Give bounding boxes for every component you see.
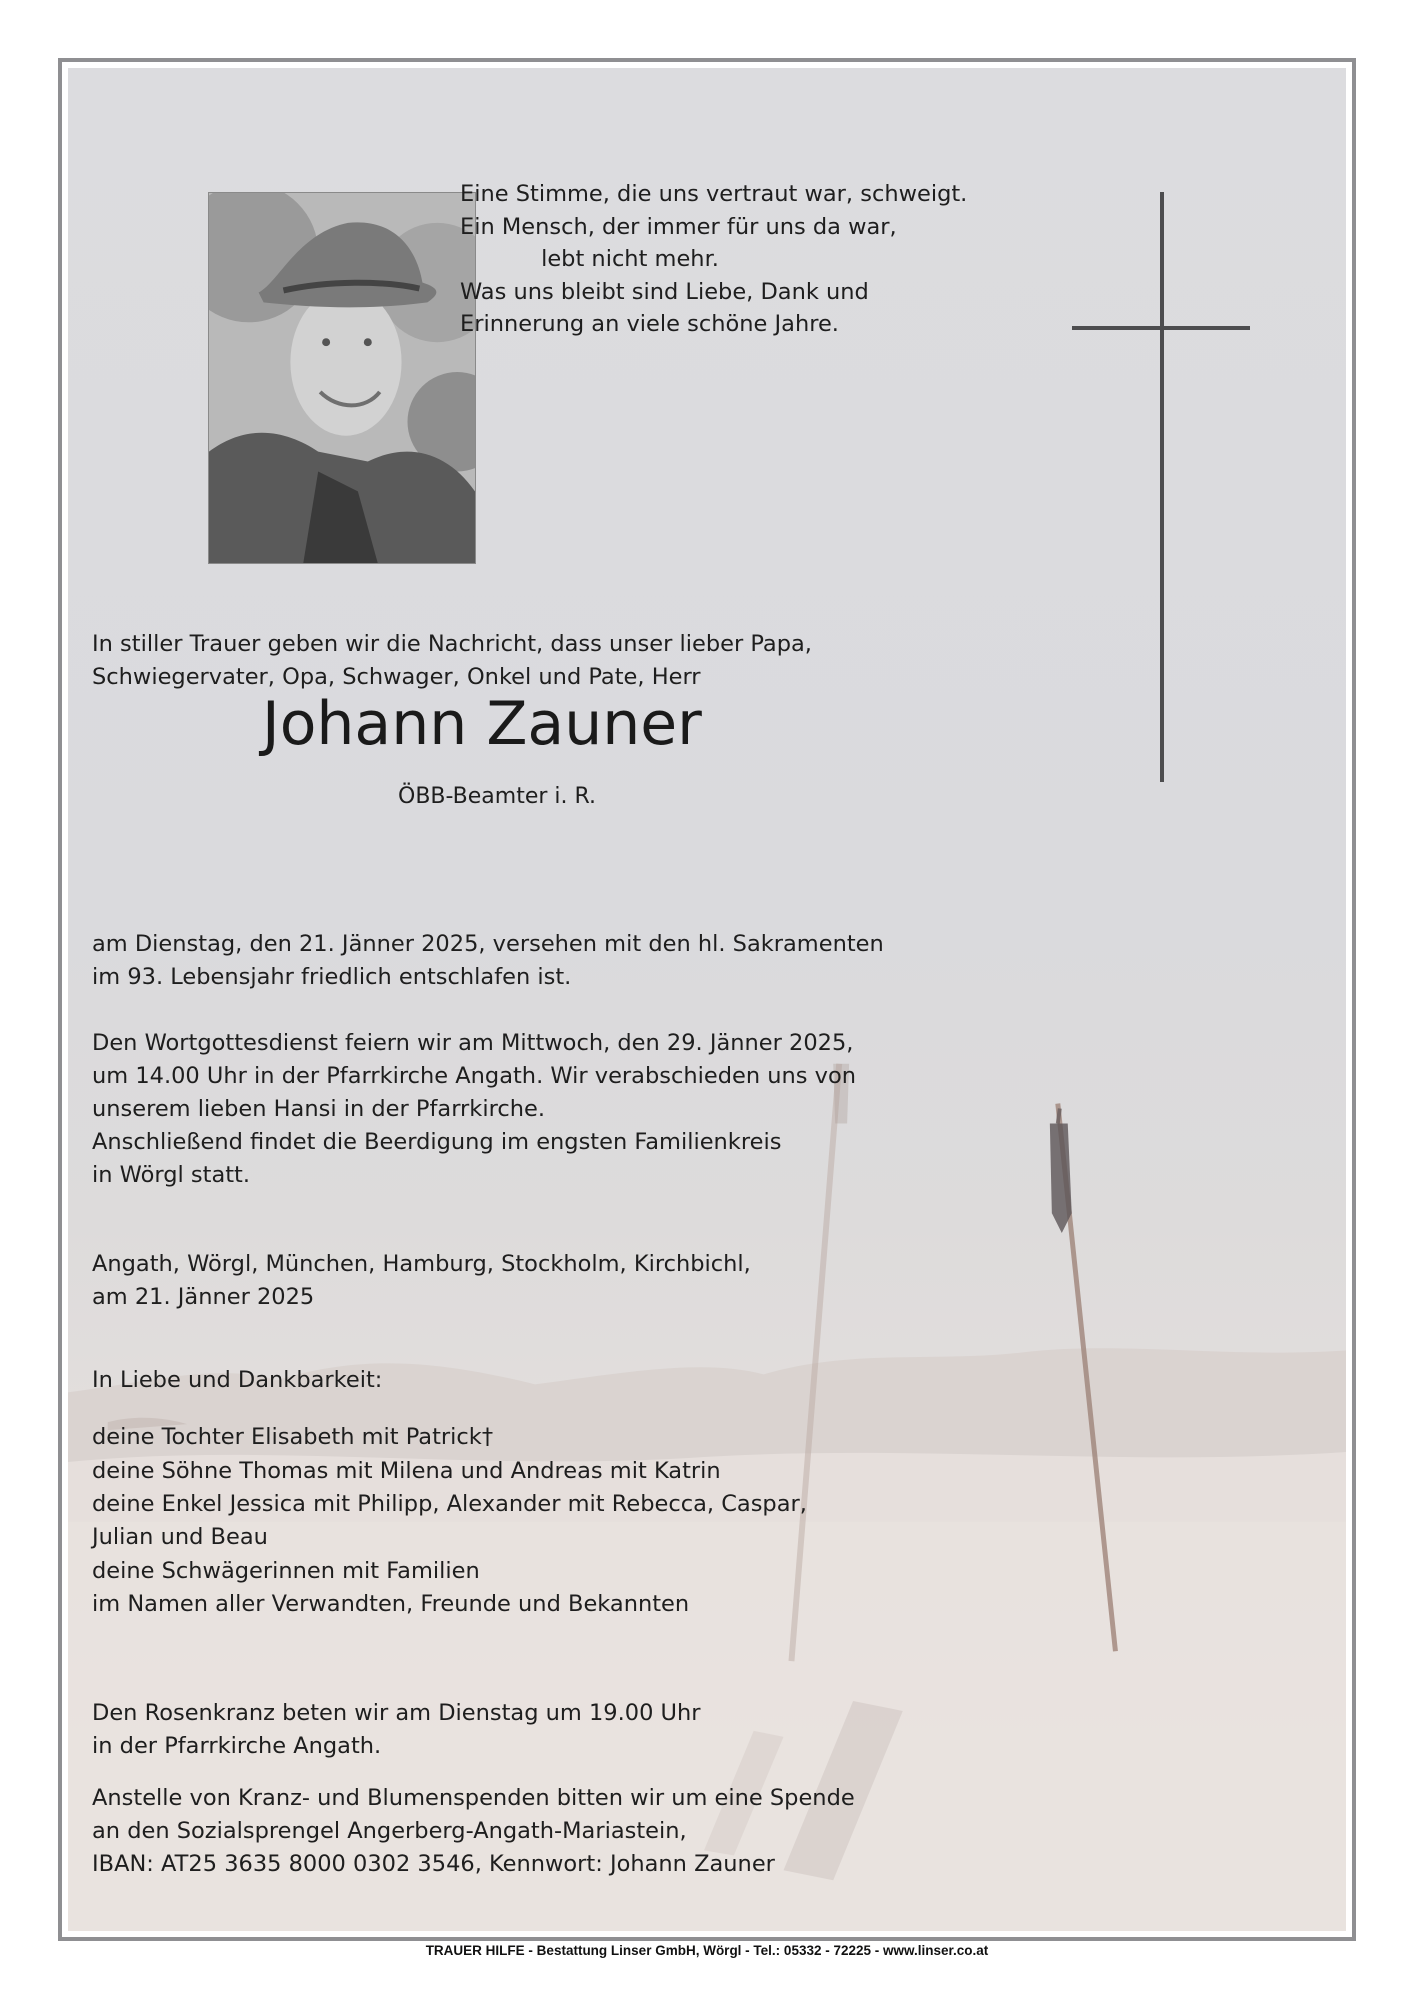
donation-line: Anstelle von Kranz- und Blumenspenden bitten wir um eine Spende: [92, 1785, 855, 1811]
donation-line: an den Sozialsprengel Angerberg-Angath-Mariastein,: [92, 1818, 687, 1844]
intro-line: In stiller Trauer geben wir die Nachricht, dass unser lieber Papa,: [92, 631, 812, 657]
donation-line: IBAN: AT25 3635 8000 0302 3546, Kennwort: Johann Zauner: [92, 1851, 775, 1877]
service-line: Den Wortgottesdienst feiern wir am Mittwoch, den 29. Jänner 2025,: [92, 1030, 854, 1056]
poem-line: lebt nicht mehr.: [541, 246, 719, 272]
poem-line: Erinnerung an viele schöne Jahre.: [460, 311, 839, 337]
footer-imprint: TRAUER HILFE - Bestattung Linser GmbH, Wörgl - Tel.: 05332 - 72225 - www.linser.co.at: [425, 1943, 989, 1958]
service-line: in Wörgl statt.: [92, 1162, 251, 1188]
mourners-heading: In Liebe und Dankbarkeit:: [92, 1367, 383, 1393]
portrait-photo: [208, 192, 476, 564]
memorial-poem: [460, 178, 968, 341]
mourner-line: im Namen aller Verwandten, Freunde und Bekannten: [92, 1591, 690, 1617]
service-line: um 14.00 Uhr in der Pfarrkirche Angath. Wir verabschieden uns von: [92, 1063, 856, 1089]
deceased-title: ÖBB-Beamter i. R.: [398, 784, 596, 809]
mourner-line: deine Söhne Thomas mit Milena und Andreas mit Katrin: [92, 1458, 721, 1484]
mourner-line: deine Tochter Elisabeth mit Patrick†: [92, 1424, 494, 1450]
service-line: Anschließend findet die Beerdigung im engsten Familienkreis: [92, 1129, 782, 1155]
deceased-name: Johann Zauner: [262, 689, 702, 759]
rosary-line: Den Rosenkranz beten wir am Dienstag um 19.00 Uhr: [92, 1700, 701, 1726]
mourner-line: deine Enkel Jessica mit Philipp, Alexander mit Rebecca, Caspar,: [92, 1491, 807, 1517]
rosary-line: in der Pfarrkirche Angath.: [92, 1733, 382, 1759]
death-notice-line: am Dienstag, den 21. Jänner 2025, versehen mit den hl. Sakramenten: [92, 931, 884, 957]
mourner-line: Julian und Beau: [92, 1524, 268, 1550]
death-notice-line: im 93. Lebensjahr friedlich entschlafen ist.: [92, 964, 572, 990]
place-date-line: Angath, Wörgl, München, Hamburg, Stockholm, Kirchbichl,: [92, 1251, 751, 1277]
cross-horizontal-bar: [1072, 326, 1250, 330]
mourner-line: deine Schwägerinnen mit Familien: [92, 1558, 480, 1584]
place-date-line: am 21. Jänner 2025: [92, 1284, 315, 1310]
service-line: unserem lieben Hansi in der Pfarrkirche.: [92, 1096, 545, 1122]
poem-line: Ein Mensch, der immer für uns da war,: [460, 213, 897, 240]
notice-panel: [68, 68, 1346, 1931]
cross-vertical-bar: [1160, 192, 1164, 782]
poem-line: Eine Stimme, die uns vertraut war, schweigt.: [460, 181, 968, 207]
intro-line: Schwiegervater, Opa, Schwager, Onkel und Pate, Herr: [92, 664, 701, 690]
poem-line: Was uns bleibt sind Liebe, Dank und: [460, 278, 869, 305]
